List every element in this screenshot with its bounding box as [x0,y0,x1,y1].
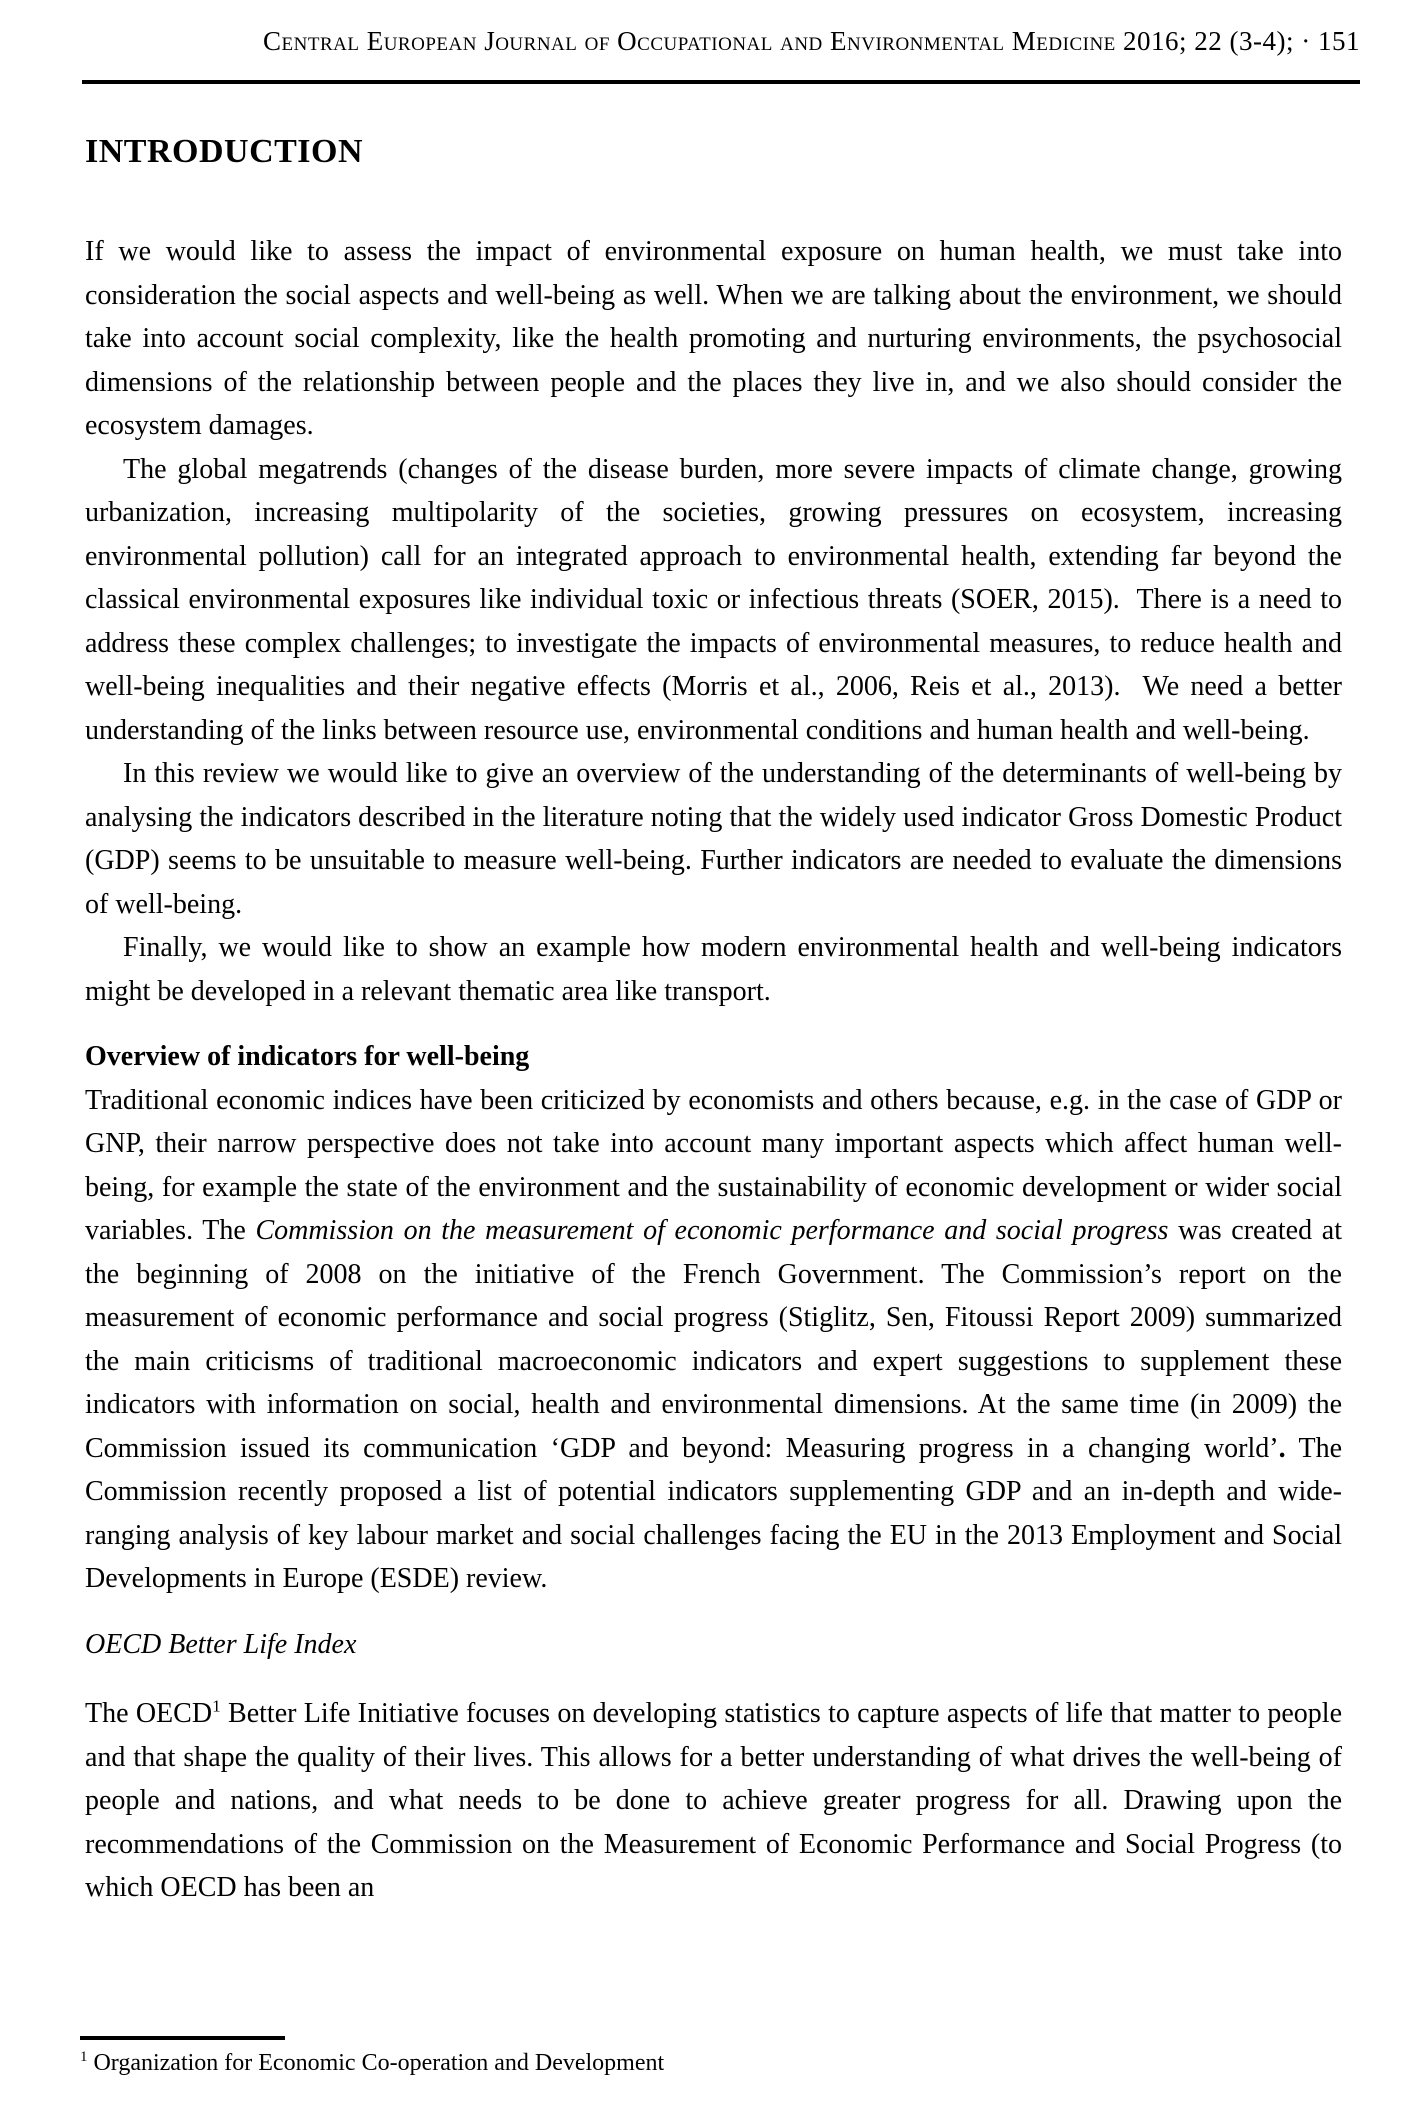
article-body [85,90,1342,1910]
journal-running-head: Central European Journal of Occupational and Environmental Medicine 2016; 22 (3-4); · 151 [263,26,1360,56]
subsection-heading-oecd: OECD Better Life Index [85,1628,357,1660]
paragraph-intro-3: In this review we would like to give an overview of the understanding of the determinants of well-being by analysing the indicators described in the literature noting that the widely used indicator Gross Domestic Product (GDP) seems to be unsuitable to measure well-being. Further indicators are needed to evaluate the dimensions of well-being. [85,758,1342,920]
header-divider [82,80,1360,84]
section-heading-overview: Overview of indicators for well-being [85,1041,530,1072]
footnote-text: $^1$ Organization for Economic Co-operation and Development [80,2049,665,2076]
paragraph-overview-1: Traditional economic indices have been criticized by economists and others because, e.g. in the case of GDP or GNP, their narrow perspective does not take into account many important aspects which affect human well-being, for example the state of the environment and the sustainability of economic development or wider social variables. The Commission on the measurement of economic performance and social progress was created at the beginning of 2008 on the initiative of the French Government. The Commission’s report on the measurement of economic performance and social progress (Stiglitz, Sen, Fitoussi Report 2009) summarized the main criticisms of traditional macroeconomic indicators and expert suggestions to supplement these indicators with information on social, health and environmental dimensions. At the same time (in 2009) the Commission issued its communication ‘GDP and beyond: Measuring progress in a changing world’. The Commission recently proposed a list of potential indicators supplementing GDP and an in-depth and wide-ranging analysis of key labour market and social challenges facing the EU in the 2013 Employment and Social Developments in Europe (ESDE) review. [85,1084,1342,1594]
paragraph-intro-1: If we would like to assess the impact of environmental exposure on human health, we must take into consideration the social aspects and well-being as well. When we are talking about the environment, we should take into account social complexity, like the health promoting and nurturing environments, the psychosocial dimensions of the relationship between people and the places they live in, and we also should consider the ecosystem damages. [85,236,1342,441]
paragraph-intro-4: Finally, we would like to show an example how modern environmental health and well-being indicators might be developed in a relevant thematic area like transport. [85,932,1342,1007]
footnote-divider [80,2036,285,2040]
paragraph-oecd-1: The OECD$^1$ Better Life Initiative focuses on developing statistics to capture aspects of life that matter to people and that shape the quality of their lives. This allows for a better understanding of what drives the well-being of people and nations, and what needs to be done to achieve greater progress for all. Drawing upon the recommendations of the Commission on the Measurement of Economic Performance and Social Progress (to which OECD has been an [85,1696,1342,1903]
footnote-block [80,2036,1340,2078]
introduction-heading: INTRODUCTION [85,133,364,170]
paragraph-intro-2: The global megatrends (changes of the disease burden, more severe impacts of climate change, growing urbanization, increasing multipolarity of the societies, growing pressures on ecosystem, increasing environmental pollution) call for an integrated approach to environmental health, extending far beyond the classical environmental exposures like individual toxic or infectious threats (SOER, 2015). There is a need to address these complex challenges; to investigate the impacts of environmental measures, to reduce health and well-being inequalities and their negative effects (Morris et al., 2006, Reis et al., 2013). We need a better understanding of the links between resource use, environmental conditions and human health and well-being. [85,453,1342,746]
